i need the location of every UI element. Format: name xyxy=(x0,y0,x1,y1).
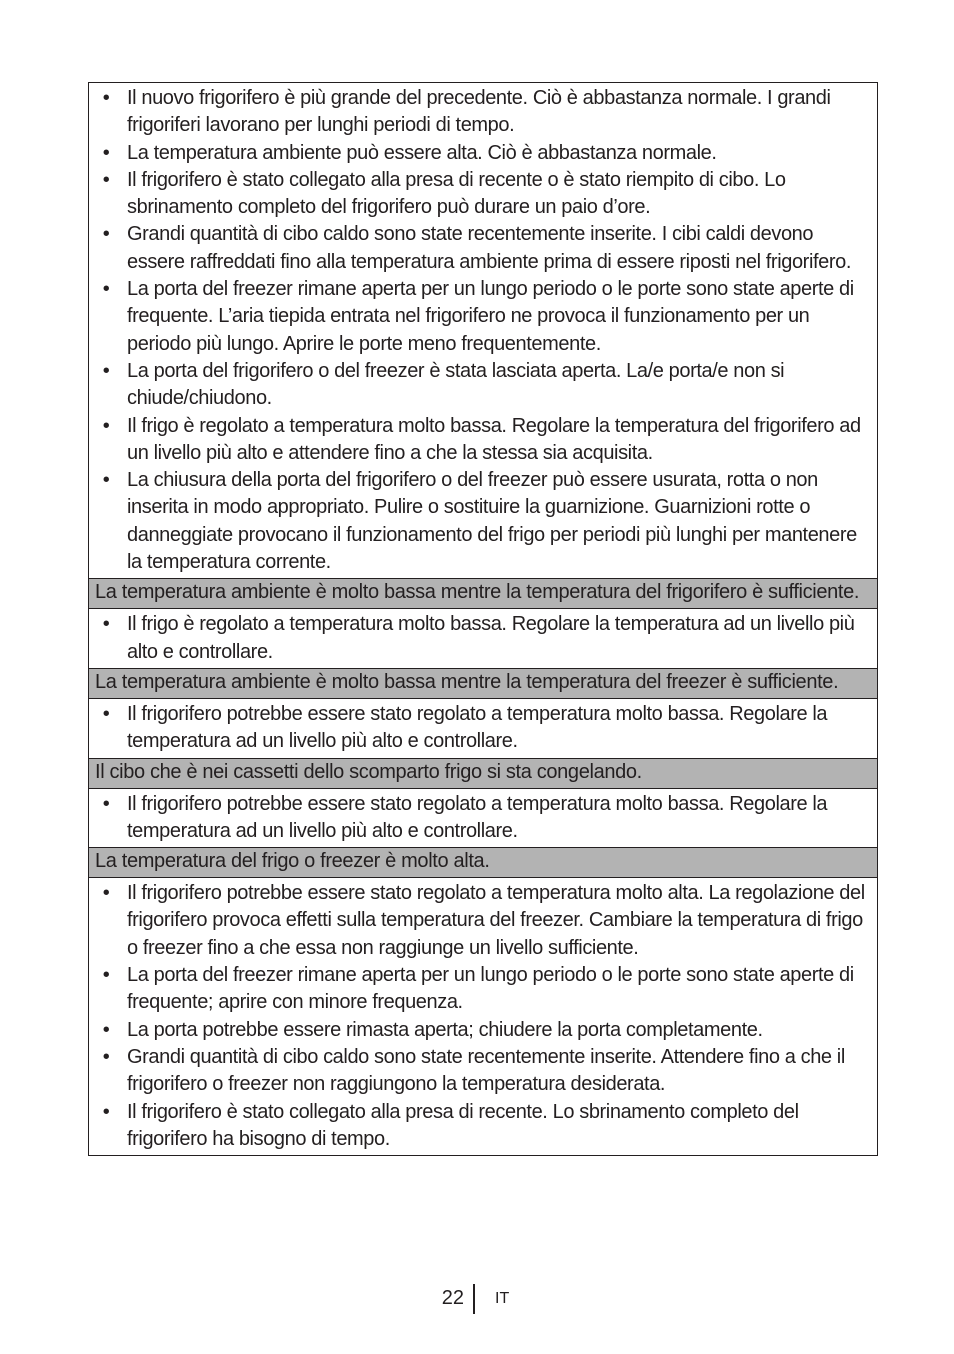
list-item-text: La porta del freezer rimane aperta per un lungo periodo o le porte sono state aperte di frequente. L’aria tiepida entrata nel frigorifero ne provoca il funzionamento per un periodo più lungo. Aprire le porte meno frequentemente. xyxy=(127,278,854,355)
bullet-icon: • xyxy=(102,359,110,382)
list-item-text: Il frigorifero è stato collegato alla presa di recente o è stato riempito di cibo. Lo sbrinamento completo del frigorifero può durare un paio d’ore. xyxy=(127,168,786,219)
bullet-list xyxy=(95,701,869,756)
list-item xyxy=(95,85,869,140)
list-item-text: Il nuovo frigorifero è più grande del precedente. Ciò è abbastanza normale. I grandi frigoriferi lavorano per lunghi periodi di tempo. xyxy=(127,87,831,137)
language-code: IT xyxy=(495,1290,510,1307)
list-item-text: Il frigorifero è stato collegato alla presa di recente. Lo sbrinamento completo del frigorifero ha bisogno di tempo. xyxy=(127,1100,799,1150)
list-item xyxy=(95,880,869,962)
bullet-icon: • xyxy=(102,1018,110,1041)
list-item-text: La chiusura della porta del frigorifero o del freezer può essere usurata, rotta o non inserita in modo appropriato. Pulire o sostituire la guarnizione. Guarnizioni rotte o danneggiate provocano il funzionamento del frigo per periodi più lunghi per mantenere la temperatura corrente. xyxy=(127,469,857,574)
list-item xyxy=(95,276,869,358)
bullet-icon: • xyxy=(102,87,110,109)
list-item xyxy=(95,140,869,167)
list-item-text: Il frigorifero potrebbe essere stato regolato a temperatura molto bassa. Regolare la temperatura ad un livello più alto e controllare. xyxy=(127,702,828,753)
bullet-icon: • xyxy=(102,613,110,636)
bullet-icon: • xyxy=(102,702,110,725)
list-item-text: Grandi quantità di cibo caldo sono state recentemente inserite. I cibi caldi devono essere raffreddati fino alla temperatura ambiente prima di essere riposti nel frigorifero. xyxy=(127,223,852,273)
list-item xyxy=(95,1017,869,1044)
list-item xyxy=(95,467,869,576)
list-item xyxy=(95,221,869,276)
section-heading: La temperatura ambiente è molto bassa mentre la temperatura del frigorifero è sufficiente. xyxy=(89,578,877,608)
bullet-icon: • xyxy=(102,1045,110,1068)
list-item xyxy=(95,611,869,666)
bullet-list xyxy=(95,880,869,1153)
footer-divider xyxy=(473,1284,475,1314)
list-item xyxy=(95,962,869,1017)
list-item-text: Il frigo è regolato a temperatura molto bassa. Regolare la temperatura del frigorifero ad un livello più alto e attendere fino a che la stessa sia acquisita. xyxy=(127,414,861,464)
list-item-text: Il frigorifero potrebbe essere stato regolato a temperatura molto bassa. Regolare la temperatura ad un livello più alto e controllare. xyxy=(127,792,828,842)
bullet-icon: • xyxy=(102,278,110,301)
bullet-icon: • xyxy=(102,414,110,437)
page-footer xyxy=(0,1284,954,1316)
bullet-icon: • xyxy=(102,223,110,246)
table-row xyxy=(89,698,877,758)
list-item-text: Il frigo è regolato a temperatura molto bassa. Regolare la temperatura ad un livello più alto e controllare. xyxy=(127,613,855,663)
bullet-icon: • xyxy=(102,469,110,492)
page-number: 22 xyxy=(441,1287,464,1309)
troubleshooting-table xyxy=(88,82,878,1156)
list-item xyxy=(95,1099,869,1154)
list-item xyxy=(95,167,869,222)
bullet-icon: • xyxy=(102,792,110,815)
table-row xyxy=(89,608,877,668)
list-item-text: La porta potrebbe essere rimasta aperta; chiudere la porta completamente. xyxy=(127,1018,763,1041)
bullet-icon: • xyxy=(102,882,110,905)
bullet-icon: • xyxy=(102,964,110,987)
list-item xyxy=(95,791,869,846)
section-heading: Il cibo che è nei cassetti dello scomparto frigo si sta congelando. xyxy=(89,758,877,788)
table-row xyxy=(89,788,877,848)
section-heading: La temperatura ambiente è molto bassa mentre la temperatura del freezer è sufficiente. xyxy=(89,668,877,698)
list-item-text: Il frigorifero potrebbe essere stato regolato a temperatura molto alta. La regolazione del frigorifero provoca effetti sulla temperatura del freezer. Cambiare la temperatura di frigo o freezer fino a che essa non raggiunge un livello sufficiente. xyxy=(127,882,865,959)
bullet-list xyxy=(95,85,869,576)
bullet-list xyxy=(95,791,869,846)
list-item-text: Grandi quantità di cibo caldo sono state recentemente inserite. Attendere fino a che il frigorifero o freezer non raggiungono la temperatura desiderata. xyxy=(127,1045,845,1096)
list-item-text: La temperatura ambiente può essere alta. Ciò è abbastanza normale. xyxy=(127,141,717,164)
list-item xyxy=(95,701,869,756)
bullet-icon: • xyxy=(102,141,110,164)
list-item-text: La porta del freezer rimane aperta per un lungo periodo o le porte sono state aperte di frequente; aprire con minore frequenza. xyxy=(127,964,854,1014)
list-item xyxy=(95,358,869,413)
bullet-icon: • xyxy=(102,1100,110,1123)
bullet-list xyxy=(95,611,869,666)
bullet-icon: • xyxy=(102,168,110,191)
list-item-text: La porta del frigorifero o del freezer è stata lasciata aperta. La/e porta/e non si chiude/chiudono. xyxy=(127,359,785,410)
table-row xyxy=(89,83,877,578)
list-item xyxy=(95,1044,869,1099)
list-item xyxy=(95,413,869,468)
section-heading: La temperatura del frigo o freezer è molto alta. xyxy=(89,847,877,877)
table-row xyxy=(89,877,877,1155)
